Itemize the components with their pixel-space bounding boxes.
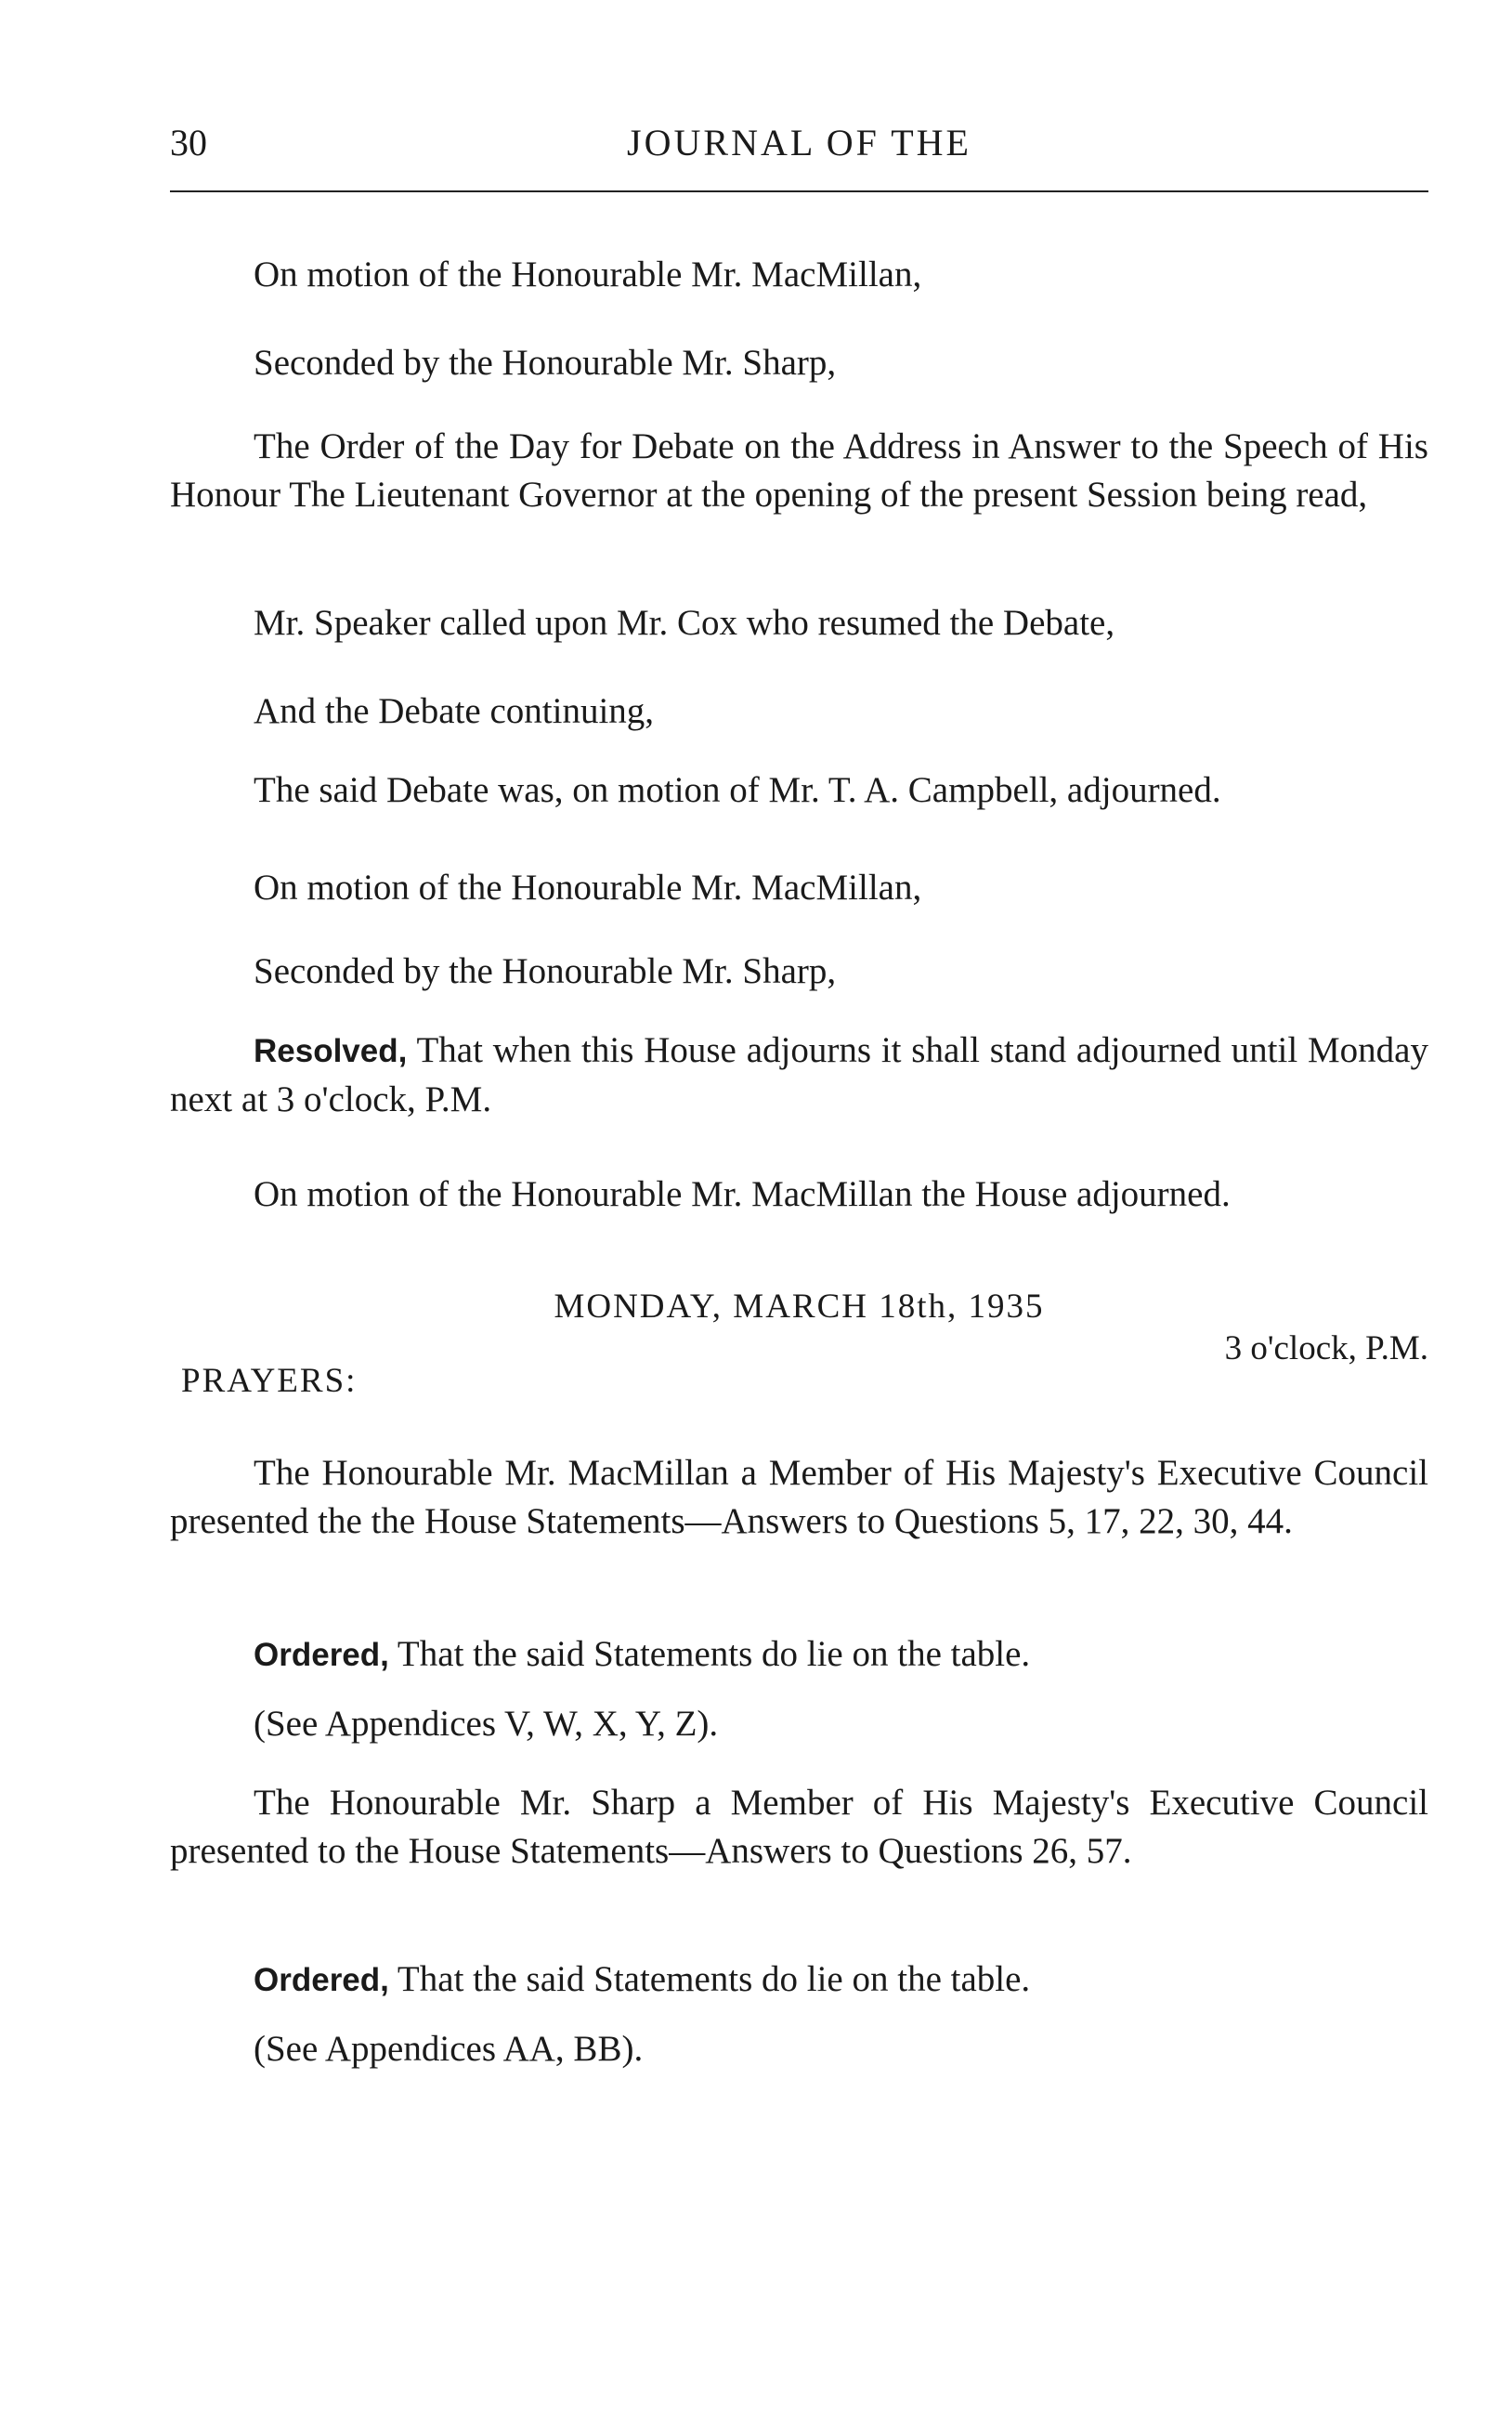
paragraph-order-of-day: The Order of the Day for Debate on the Address in Answer to the Speech of His Honour The Lieutenant Governor at the opening of the present Session being read,: [170, 426, 1428, 515]
paragraph-appendices-1: (See Appendices V, W, X, Y, Z).: [254, 1704, 719, 1744]
resolved-lead: Resolved,: [254, 1033, 408, 1069]
paragraph-seconded-2: Seconded by the Honourable Mr. Sharp,: [254, 951, 837, 991]
paragraph-sharp-statements: The Honourable Mr. Sharp a Member of His Majesty's Executive Council presented to the House Statements—Answers to Questions 26, 57.: [170, 1783, 1428, 1871]
paragraph-macmillan-statements: The Honourable Mr. MacMillan a Member of His Majesty's Executive Council presented the the House Statements—Answers to Questions 5, 17, 22, 30, 44.: [170, 1453, 1428, 1541]
prayers-heading: PRAYERS:: [181, 1362, 358, 1400]
page-number: 30: [170, 122, 207, 163]
ordered-text-2: That the said Statements do lie on the table.: [388, 1959, 1031, 1999]
paragraph-motion-1: On motion of the Honourable Mr. MacMillan,: [254, 255, 922, 294]
paragraph-appendices-2: (See Appendices AA, BB).: [254, 2029, 644, 2069]
paragraph-house-adjourned: On motion of the Honourable Mr. MacMillan the House adjourned.: [254, 1174, 1231, 1214]
ordered-lead-2: Ordered,: [254, 1962, 389, 1998]
sitting-time: 3 o'clock, P.M.: [1224, 1329, 1428, 1367]
resolved-text: That when this House adjourns it shall stand adjourned until Monday next at 3 o'clock, P.M.: [170, 1030, 1428, 1119]
ordered-text-1: That the said Statements do lie on the table.: [388, 1634, 1031, 1674]
paragraph-resolved: [170, 1026, 1428, 1124]
paragraph-motion-2: On motion of the Honourable Mr. MacMillan,: [254, 868, 922, 908]
sitting-date: MONDAY, MARCH 18th, 1935: [554, 1288, 1045, 1326]
paragraph-ordered-1: [170, 1630, 1428, 1680]
ordered-lead-1: Ordered,: [254, 1637, 389, 1673]
header-rule: [170, 190, 1428, 192]
paragraph-speaker: Mr. Speaker called upon Mr. Cox who resumed the Debate,: [254, 603, 1115, 643]
page-header: [170, 121, 1428, 177]
paragraph-debate-continuing: And the Debate continuing,: [254, 691, 655, 731]
paragraph-ordered-2: [170, 1955, 1428, 2005]
paragraph-debate-adjourned: The said Debate was, on motion of Mr. T. A. Campbell, adjourned.: [254, 770, 1221, 810]
running-title: JOURNAL OF THE: [627, 122, 971, 163]
paragraph-seconded-1: Seconded by the Honourable Mr. Sharp,: [254, 343, 837, 383]
